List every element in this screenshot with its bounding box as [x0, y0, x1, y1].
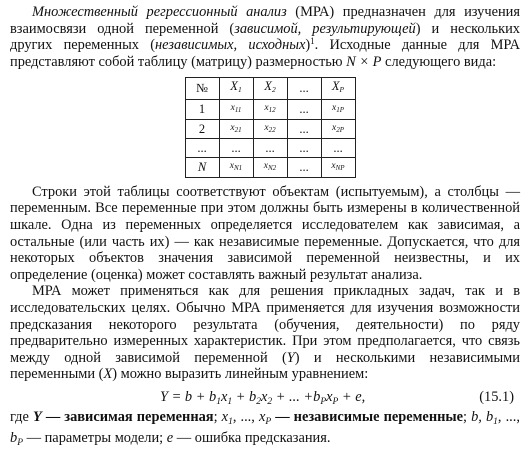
cell-subscript: N1 — [234, 164, 243, 173]
cell-var: ... — [299, 101, 309, 116]
cell-var: x — [263, 161, 269, 172]
header-label: X — [264, 79, 272, 94]
cell-subscript: 11 — [234, 105, 242, 114]
intro-text-4: . Исходные данные для МРА представляют собой таблицу (матрицу) размерностью — [10, 37, 520, 70]
cell-subscript: 22 — [268, 125, 276, 134]
matrix-container — [10, 77, 520, 177]
cell-subscript: NP — [335, 164, 345, 173]
cell-subscript: 2P — [336, 125, 344, 134]
matrix-cell — [287, 99, 321, 119]
cell-var: x — [331, 161, 336, 172]
matrix-header-x1 — [219, 78, 253, 100]
term-mra: Множественный регрессионный анализ — [32, 4, 287, 20]
matrix-cell — [287, 158, 321, 178]
intro-text-3: ) — [305, 37, 311, 54]
legend-dash: — — [271, 408, 294, 425]
eq-subscript: 1 — [216, 396, 221, 407]
cell-var: x — [332, 122, 337, 133]
row-index: 1 — [185, 99, 219, 119]
intro-text-5: следующего вида: — [381, 53, 497, 70]
eq-subscript: 2 — [267, 396, 273, 407]
legend-dependent-label: зависимая переменная — [64, 408, 214, 425]
row-index: 2 — [185, 119, 219, 139]
legend-text: ; — [463, 408, 472, 425]
cell-var: x — [230, 122, 235, 133]
legend-text: ; — [213, 408, 222, 425]
var-y: Y — [286, 349, 295, 366]
matrix-cell — [219, 99, 253, 119]
header-label: X — [331, 79, 340, 94]
matrix-header-row — [185, 78, 355, 100]
paragraph-rows-columns: Строки этой таблицы соответствуют объектам (испытуемым), а столбцы — переменным. Все переменные при этом должны быть измерены в количественной шкале. Одна из переменных определяется исследователем как зависимая, а остальные (или часть их) — как независимые переменные. Допускается, что для некоторых объектов значения зависимой переменной неизвестны, и их определение (оценка) может составлять важный результат анализа. — [10, 183, 520, 283]
legend-text: , ..., — [232, 408, 259, 425]
footnote-mark: 1 — [310, 36, 315, 47]
intro-paragraph — [10, 4, 520, 70]
legend-dash: — — [41, 408, 65, 425]
legend-text: — параметры модели; — [23, 430, 167, 447]
eq-subscript: 1 — [227, 396, 233, 407]
legend-e: e — [166, 430, 174, 447]
matrix-cell — [219, 119, 253, 139]
intro-text-1: (МРА) предназначен для изучения взаимосвязи одной переменной ( — [10, 4, 520, 37]
matrix-cell — [253, 99, 287, 119]
matrix-cell: ... — [287, 139, 321, 158]
cell-subscript: 12 — [268, 105, 276, 114]
cell-var: x — [264, 122, 269, 133]
usage-text-3: ) можно выразить линейным уравнением: — [112, 366, 369, 383]
cell-var: x — [332, 102, 337, 113]
matrix-cell — [321, 158, 355, 178]
row-index: N — [185, 158, 219, 178]
legend-b: b, b — [471, 408, 494, 425]
legend-x: x — [221, 408, 229, 425]
cell-var: ... — [299, 121, 309, 136]
eq-subscript: P — [332, 396, 339, 407]
usage-text-1: МРА может применяться как для решения прикладных задач, так и в исследовательских целях. Обычно МРА применяется для изучения возможности предсказания некоторого результата (обучения, деятельности) по ряду предварительно измеренных характеристик. При этом предполагается, что связь между одной зависимой переменной ( — [10, 283, 520, 366]
header-subscript: 2 — [271, 85, 276, 95]
row-index: ... — [185, 139, 219, 158]
cell-subscript: 21 — [234, 125, 242, 134]
cell-subscript: 1P — [336, 105, 344, 114]
dep-terms: зависимой, результирующей — [234, 20, 416, 37]
legend-subscript: 1 — [493, 416, 498, 427]
cell-var: x — [264, 102, 269, 113]
intro-text-2: ) и нескольких других переменных ( — [10, 20, 520, 54]
indep-terms: независимых, исходных — [155, 37, 306, 54]
header-subscript: 1 — [237, 85, 242, 95]
eq-subscript: 2 — [256, 396, 261, 407]
cell-var: ... — [299, 160, 309, 175]
matrix-cell: ... — [253, 139, 287, 158]
eq-part: + ... +b — [272, 388, 321, 405]
matrix-row — [185, 119, 355, 139]
eq-part: x — [326, 388, 333, 405]
paragraph-legend — [10, 409, 520, 452]
matrix-cell: ... — [321, 139, 355, 158]
matrix-cell: ... — [219, 139, 253, 158]
cell-var: x — [229, 161, 235, 172]
legend-text: где — [10, 408, 33, 425]
legend-x: x — [258, 408, 266, 425]
header-subscript: P — [339, 85, 345, 95]
matrix-dimension: N × P — [346, 53, 382, 70]
eq-part: Y = b + b — [160, 388, 217, 405]
eq-subscript: P — [320, 396, 327, 407]
legend-y: Y — [32, 408, 42, 425]
legend-subscript: 1 — [228, 416, 233, 427]
cell-subscript: N2 — [268, 164, 277, 173]
matrix-header-ellipsis — [287, 78, 321, 100]
eq-part: x — [260, 388, 268, 405]
regression-equation — [10, 386, 520, 408]
matrix-cell — [321, 99, 355, 119]
legend-subscript: P — [265, 416, 272, 427]
legend-subscript: P — [17, 438, 24, 449]
eq-part: x — [220, 388, 228, 405]
matrix-header-number — [185, 78, 219, 100]
equation-number: (15.1) — [479, 388, 514, 405]
data-matrix-table — [185, 77, 356, 177]
matrix-row — [185, 99, 355, 119]
matrix-header-xp — [321, 78, 355, 100]
matrix-cell — [253, 119, 287, 139]
paragraph-mra-usage — [10, 283, 520, 383]
equation-formula — [160, 389, 365, 411]
cell-var: x — [230, 102, 235, 113]
header-label: № — [196, 81, 208, 96]
legend-text: — ошибка предсказания. — [173, 430, 331, 447]
eq-part: + b — [232, 388, 257, 405]
matrix-row — [185, 158, 355, 178]
matrix-cell — [321, 119, 355, 139]
matrix-cell — [253, 158, 287, 178]
matrix-row — [185, 139, 355, 158]
usage-text-2: ) и несколькими независимыми переменными ( — [10, 349, 520, 383]
legend-text: , ..., — [497, 408, 520, 425]
header-label: ... — [299, 81, 309, 96]
legend-independent-label: независимые переменные — [293, 408, 464, 425]
header-label: X — [230, 79, 238, 94]
matrix-header-x2 — [253, 78, 287, 100]
matrix-cell — [287, 119, 321, 139]
matrix-cell — [219, 158, 253, 178]
legend-b: b — [10, 430, 18, 447]
eq-part: + e, — [338, 388, 366, 405]
var-x: X — [103, 366, 113, 383]
